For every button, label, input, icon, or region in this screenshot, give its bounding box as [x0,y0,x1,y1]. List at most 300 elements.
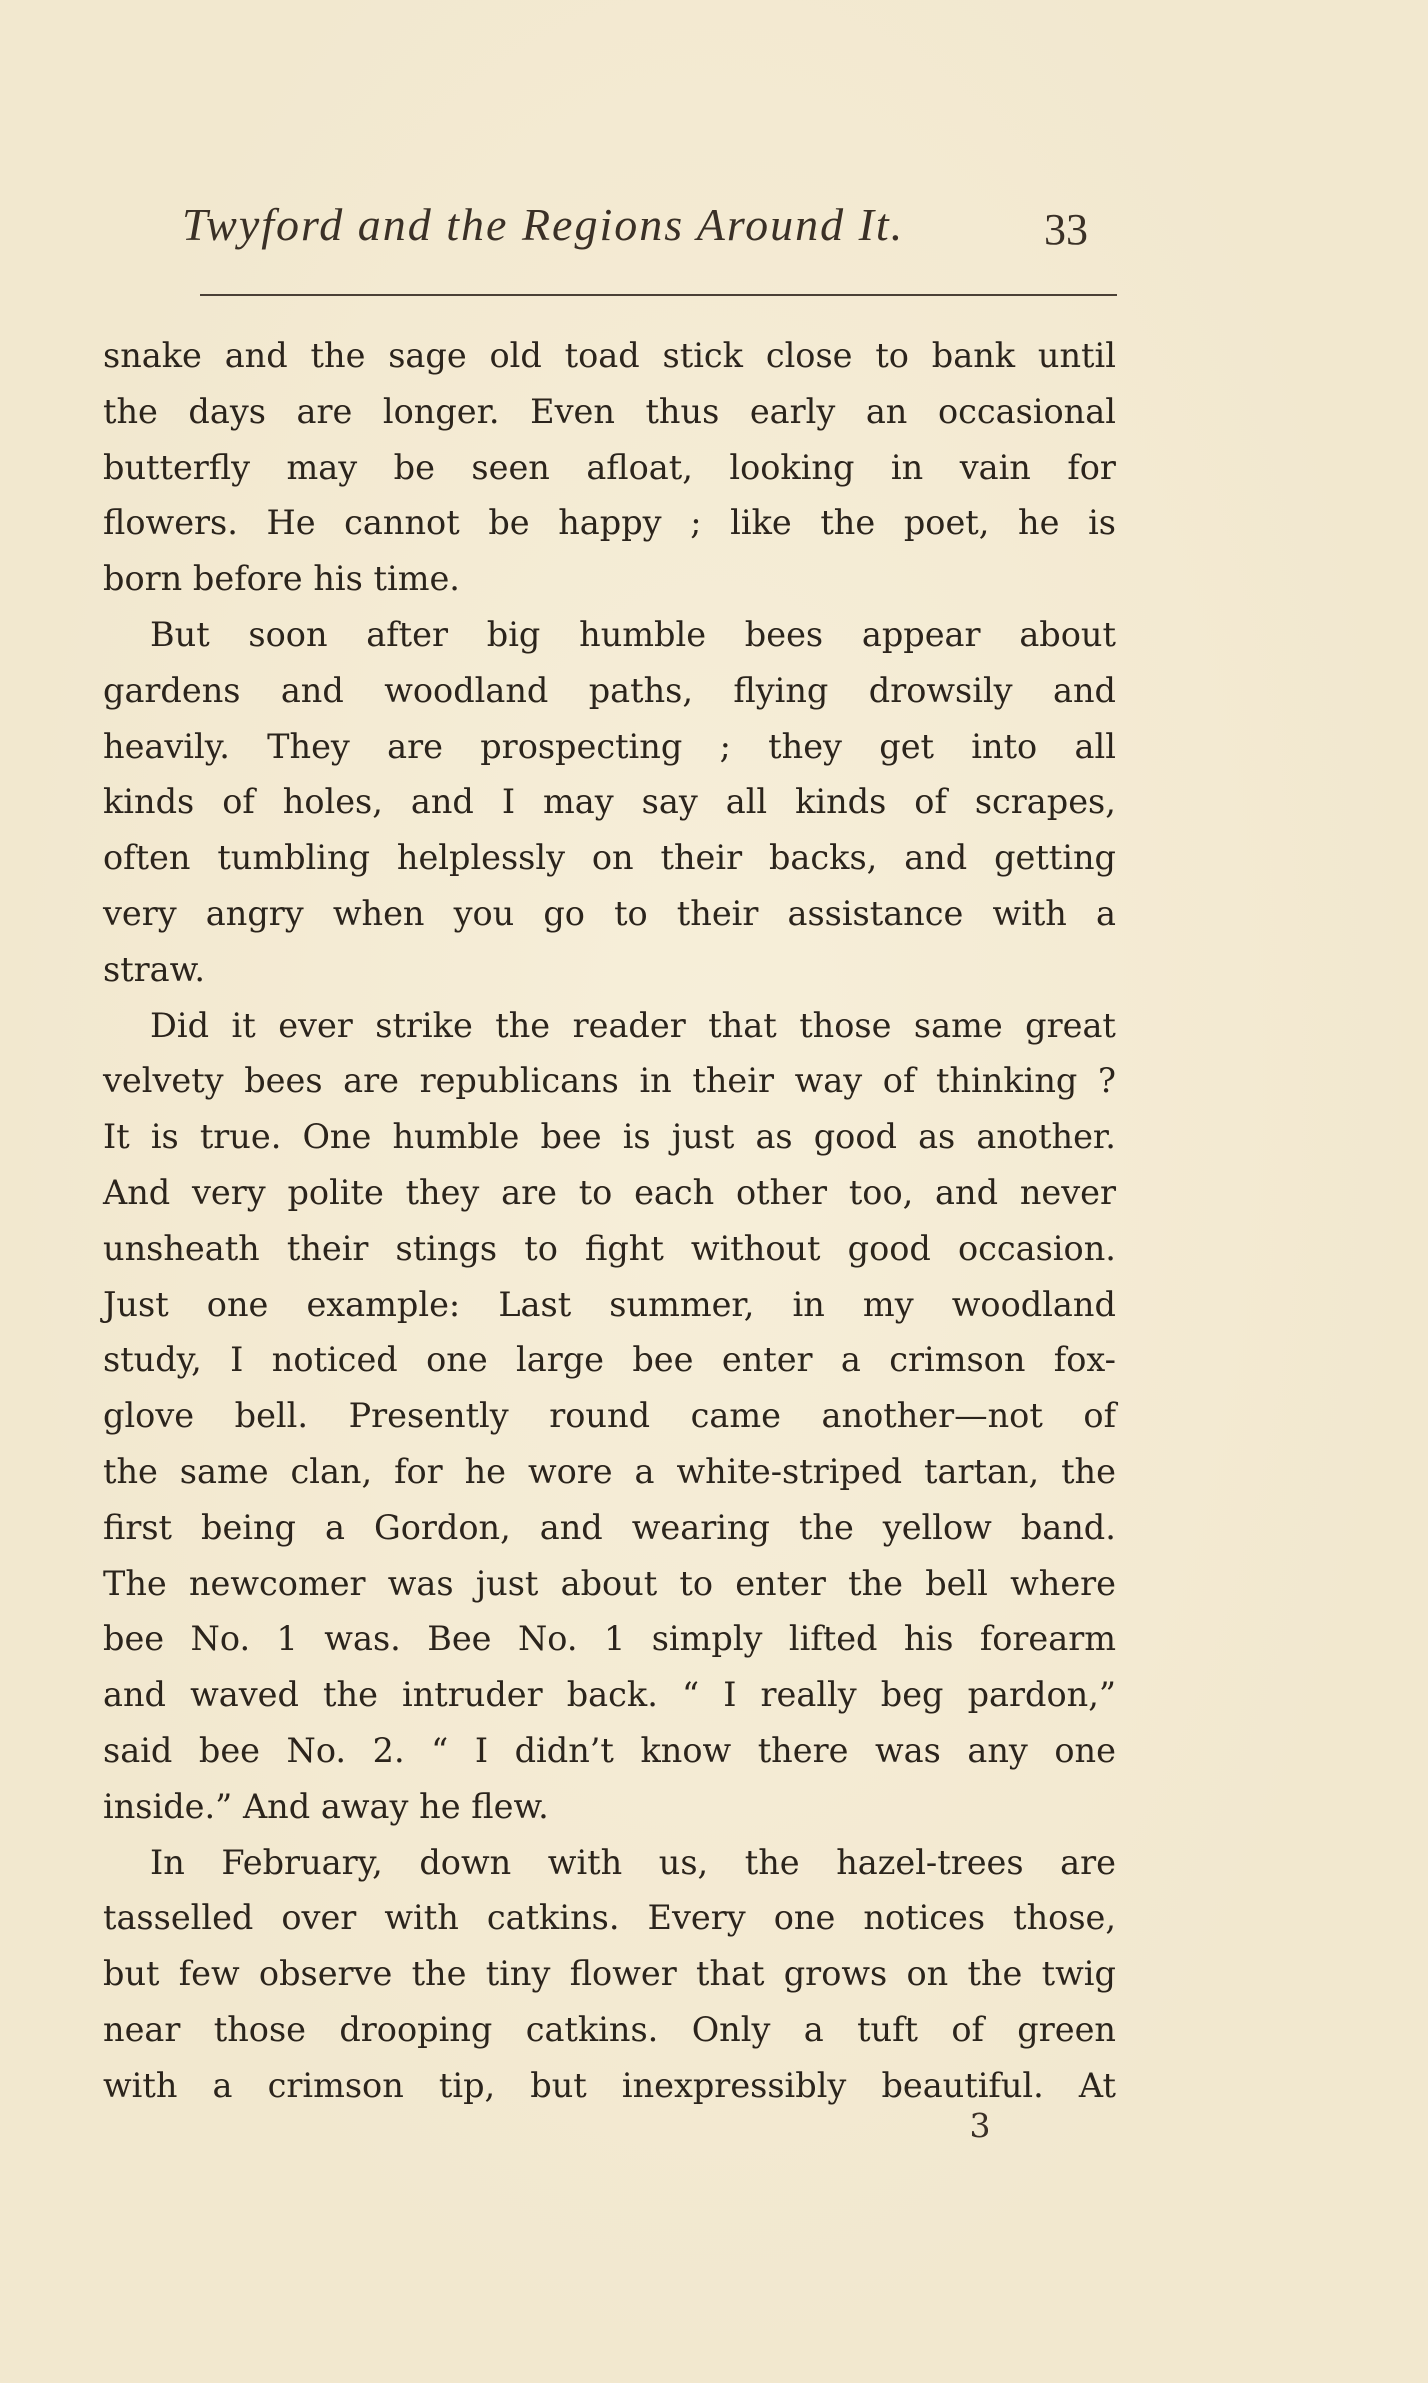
word: get [879,726,934,766]
text-line [103,1779,1116,1835]
word: just [671,1117,735,1157]
word: it [231,1005,256,1045]
word: never [1019,1172,1116,1212]
word: Every [647,1898,746,1938]
body-text [103,328,1116,2114]
word: bell [925,1563,988,1603]
word: The [103,1563,167,1603]
word: all [725,782,768,822]
word: waved [190,1675,299,1715]
word: stings [395,1228,498,1268]
word: enter [735,1563,826,1603]
word: in [792,1284,825,1324]
word: the [848,1563,903,1603]
word: bell. [234,1396,309,1436]
text-line [103,1444,1116,1500]
word: near [103,2009,181,2049]
word: days [188,391,266,431]
word: down [419,1842,512,1882]
word: straw. [103,949,205,989]
word: he [1018,503,1060,543]
word: first [103,1507,173,1547]
word: tip, [438,2065,496,2105]
word: close [765,336,853,375]
word: with [384,1898,459,1938]
word: of [951,2009,984,2049]
word: good [813,1117,897,1157]
word: their [692,1061,774,1101]
word: At [1078,2065,1116,2105]
word: of [882,1061,916,1101]
word: ; [690,503,702,543]
word: large [516,1340,604,1380]
word: and [410,782,474,822]
word: band. [1020,1507,1116,1547]
word: ever [278,1005,353,1045]
word: another—not [821,1396,1043,1436]
word: scrapes, [974,782,1116,822]
word: one [206,1284,269,1324]
word: 1 [276,1619,298,1659]
word: was. [324,1619,401,1659]
text-line [103,663,1116,719]
word: until [1037,336,1116,375]
word: one [426,1340,488,1380]
word: backs, [768,838,878,878]
word: other [736,1172,828,1212]
word: occasion. [957,1228,1116,1268]
word: way [794,1061,863,1101]
word: are [1060,1842,1116,1882]
word: are [296,391,353,431]
word: that [708,1005,777,1045]
word: kinds [795,782,887,822]
word: observe [258,1954,393,1994]
word: ; [719,726,731,766]
word: grows [783,1954,888,1994]
word: catkins. [486,1898,620,1938]
word: the [310,336,366,375]
word: into [971,726,1038,766]
text-line [103,886,1116,942]
word: a [1095,893,1116,933]
word: cannot [344,503,460,543]
word: longer. [382,391,500,431]
word: He [266,503,316,543]
word: tasselled [103,1898,254,1938]
word: fox- [1053,1340,1116,1380]
word: wore [527,1451,613,1491]
word: vain [959,447,1031,487]
word: old [489,336,542,375]
word: No. [517,1619,578,1659]
word: time. [373,559,460,599]
word: No. [286,1730,347,1770]
text-line [103,440,1116,496]
word: twig [1041,1954,1116,1994]
word: I [723,1675,737,1715]
text-line [103,384,1116,440]
word: a [803,2009,824,2049]
text-line [103,495,1116,551]
word: But [150,614,210,654]
word: for [394,1451,443,1491]
word: notices [863,1898,986,1938]
word: One [302,1117,372,1157]
word: there [757,1730,849,1770]
word: Last [498,1284,572,1324]
word: are [387,726,443,766]
word: too, [848,1172,914,1212]
word: may [286,447,358,487]
word: thus [645,391,720,431]
word: forearm [979,1619,1116,1659]
word: bees [744,614,824,654]
text-line [103,1277,1116,1333]
word: in [639,1061,672,1101]
word: us, [658,1842,709,1882]
word: of [1083,1396,1116,1436]
word: looking [729,447,855,487]
word: they [405,1172,480,1212]
word: another. [976,1117,1116,1157]
text-line [103,1890,1116,1946]
word: stick [662,336,743,375]
word: after [366,614,448,654]
text-line [103,1500,1116,1556]
word: those [213,2009,306,2049]
word: the [411,1954,467,1994]
word: on [591,838,634,878]
word: intruder [402,1675,543,1715]
word: with [992,893,1067,933]
word: about [560,1563,658,1603]
word: for [1067,447,1116,487]
word: a [840,1340,861,1380]
word: I [474,1730,489,1770]
word: was [387,1563,454,1603]
word: often [103,838,191,878]
word: all [1074,726,1116,766]
word: their [660,838,743,878]
text-line [103,551,1116,607]
word: about [1019,614,1116,654]
word: where [1010,1563,1116,1603]
word: he [464,1451,507,1491]
word: example: [306,1284,461,1324]
word: wearing [631,1507,770,1547]
word: In [150,1842,185,1882]
word: in [890,447,924,487]
word: occasional [937,391,1116,431]
word: the [103,1451,158,1491]
word: lifted [788,1619,878,1659]
word: any [967,1730,1028,1770]
word: same [179,1451,269,1491]
word: and [539,1507,603,1547]
word: soon [248,614,328,654]
word: I [501,782,516,822]
word: angry [205,893,304,933]
word: unsheath [103,1228,260,1268]
word: butterfly [103,447,251,487]
text-line [103,1332,1116,1388]
word: Bee [427,1619,492,1659]
text-line [103,1165,1116,1221]
word: go [543,893,585,933]
word: and [904,838,968,878]
word: and [224,336,288,375]
word: getting [994,838,1116,878]
word: tuft [857,2009,918,2049]
word: flower [569,1954,677,1994]
word: gardens [103,670,241,710]
word: polite [287,1172,384,1212]
word: flowers. [103,503,238,543]
word: strike [375,1005,473,1045]
text-line [103,2002,1116,2058]
word: catkins. [525,2009,659,2049]
word: tiny [485,1954,551,1994]
page-number: 33 [1044,205,1088,254]
word: to [614,893,648,933]
running-title: Twyford and the Regions Around It. [182,199,905,250]
word: are [501,1172,557,1212]
word: a [634,1451,655,1491]
word: hazel-trees [836,1842,1024,1882]
header-rule [200,294,1117,296]
word: and [280,670,344,710]
word: poet, [903,503,990,543]
word: holes, [282,782,383,822]
word: crimson [889,1340,1026,1380]
word: being [201,1507,297,1547]
word: And [103,1172,171,1212]
word: summer, [609,1284,755,1324]
word: my [862,1284,914,1324]
word: beautiful. [881,2065,1044,2105]
word: but [530,2065,587,2105]
word: said [103,1730,173,1770]
word: each [634,1172,715,1212]
word: and [935,1172,999,1212]
word: thinking [936,1061,1078,1101]
word: with [103,2065,178,2105]
word: helplessly [396,838,566,878]
word: tartan, [924,1451,1040,1491]
word: yellow [882,1507,992,1547]
word: one [1054,1730,1116,1770]
word: reader [572,1005,686,1045]
text-line [103,1556,1116,1612]
text-line [103,719,1116,775]
word: to [679,1563,714,1603]
word: simply [651,1619,763,1659]
word: humble [392,1117,520,1157]
word: Only [691,2009,771,2049]
word: bank [931,336,1016,375]
word: And [242,1786,311,1826]
word: as [918,1117,956,1157]
word: to [578,1172,613,1212]
word: born [103,559,183,599]
word: drowsily [868,670,1013,710]
word: an [865,391,908,431]
word: the [103,391,158,431]
word: Did [150,1005,210,1045]
word: flew. [471,1786,549,1826]
text-line [103,774,1116,830]
word: are [343,1061,399,1101]
word: very [191,1172,266,1212]
word: he [419,1786,461,1826]
word: was [874,1730,941,1770]
word: happy [558,503,662,543]
word: Just [103,1284,169,1324]
word: fight [584,1228,664,1268]
word: noticed [271,1340,398,1380]
word: early [749,391,836,431]
word: those, [1013,1898,1116,1938]
word: study, [103,1340,202,1380]
text-line [103,1053,1116,1109]
text-line [103,1723,1116,1779]
word: great [1025,1005,1116,1045]
word: white-striped [676,1451,903,1491]
word: bee [540,1117,602,1157]
word: the [967,1954,1023,1994]
word: of [914,782,947,822]
word: afloat, [586,447,693,487]
word: one [773,1898,836,1938]
word: came [690,1396,781,1436]
word: the [798,1507,854,1547]
word: glove [103,1396,195,1436]
text-line [103,942,1116,998]
word: really [760,1675,857,1715]
word: drooping [339,2009,493,2049]
word: woodland [384,670,549,710]
word: toad [564,336,640,375]
text-line [103,1611,1116,1667]
word: is [1088,503,1116,543]
text-line [103,998,1116,1054]
word: 1 [603,1619,626,1659]
word: over [281,1898,357,1938]
word: I [230,1340,244,1380]
word: beg [880,1675,944,1715]
word: republicans [419,1061,619,1101]
word: a [212,2065,233,2105]
word: bee [198,1730,260,1770]
word: enter [721,1340,813,1380]
word: away [320,1786,409,1826]
word: It [103,1117,130,1157]
word: clan, [290,1451,373,1491]
word: They [267,726,350,766]
word: with [547,1842,623,1882]
word: newcomer [188,1563,366,1603]
word: to [875,336,909,375]
word: their [676,893,759,933]
word: “ [681,1675,700,1715]
word: those [799,1005,892,1045]
word: of [222,782,255,822]
word: true. [199,1117,282,1157]
word: Gordon, [373,1507,511,1547]
word: to [524,1228,558,1268]
word: just [475,1563,539,1603]
word: and [103,1675,166,1715]
word: round [549,1396,651,1436]
word: when [332,893,425,933]
word: “ [431,1730,449,1770]
word: that [695,1954,765,1994]
word: Presently [348,1396,509,1436]
word: their [286,1228,369,1268]
word: bees [244,1061,323,1101]
word: a [325,1507,345,1547]
word: without [690,1228,821,1268]
word: pardon,” [967,1675,1116,1715]
word: may [543,782,614,822]
word: his [903,1619,954,1659]
word: you [453,893,515,933]
word: assistance [787,893,964,933]
word: they [768,726,842,766]
word: as [755,1117,793,1157]
word: flying [733,670,829,710]
running-head [170,198,1120,278]
word: know [640,1730,732,1770]
word: seen [471,447,550,487]
signature-mark: 3 [969,2106,991,2145]
word: February, [221,1842,383,1882]
word: No. [190,1619,251,1659]
word: on [906,1954,949,1994]
word: the [1061,1451,1116,1491]
word: be [393,447,435,487]
word: green [1017,2009,1116,2049]
word: good [847,1228,931,1268]
word: prospecting [480,726,683,766]
text-line [103,1667,1116,1723]
word: few [178,1954,240,1994]
word: say [641,782,698,822]
word: inside.” [103,1786,233,1826]
word: before [192,559,303,599]
text-line [103,1388,1116,1444]
word: sage [388,336,467,375]
word: big [486,614,541,654]
word: the [495,1005,551,1045]
word: his [313,559,363,599]
word: bee [632,1340,694,1380]
word: crimson [267,2065,404,2105]
word: but [103,1954,160,1994]
word: the [323,1675,378,1715]
text-line [103,328,1116,384]
word: like [730,503,792,543]
word: inexpressibly [621,2065,847,2105]
text-line [103,830,1116,886]
word: didn’t [514,1730,614,1770]
word: tumbling [217,838,371,878]
text-line [103,1835,1116,1891]
text-line [103,607,1116,663]
word: same [913,1005,1003,1045]
word: back. [566,1675,658,1715]
